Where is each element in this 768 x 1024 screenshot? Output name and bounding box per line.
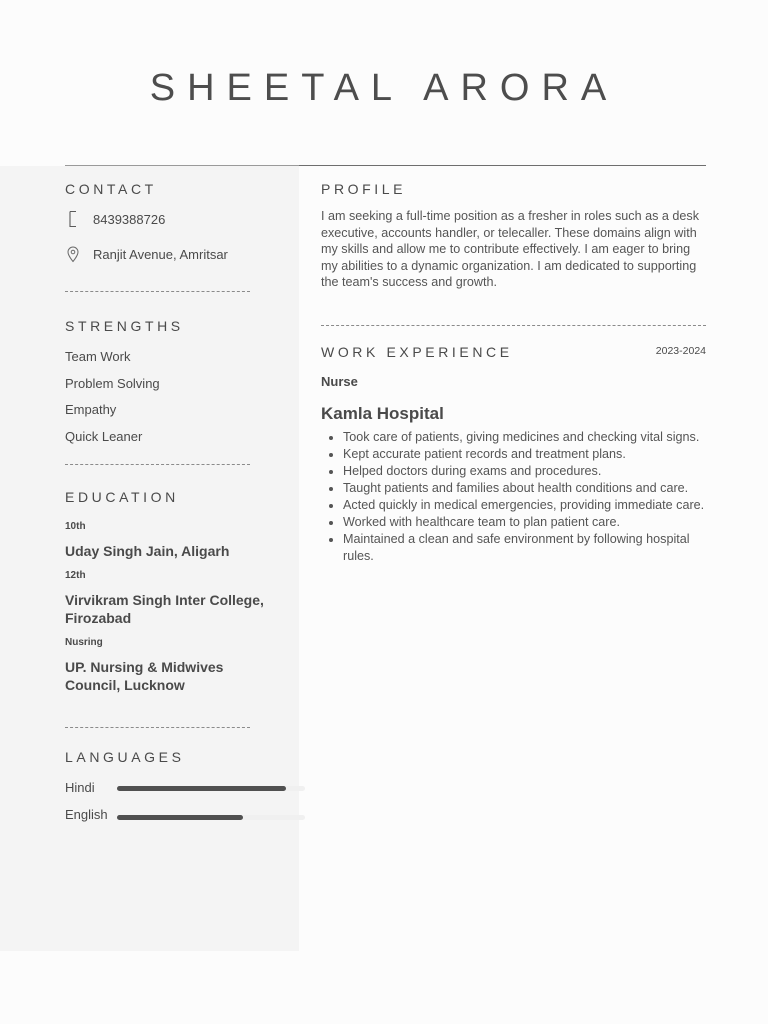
header-divider-left (65, 165, 299, 166)
language-name: Hindi (65, 780, 95, 795)
contact-address (65, 244, 228, 264)
profile-heading: PROFILE (321, 181, 407, 197)
contact-heading: CONTACT (65, 181, 157, 197)
language-name: English (65, 807, 108, 822)
duty-item: • Kept accurate patient records and treatment plans. (343, 446, 706, 463)
strengths-heading: STRENGTHS (65, 318, 184, 334)
duty-item: • Took care of patients, giving medicines and checking vital signs. (343, 429, 706, 446)
sidebar-divider (65, 464, 250, 465)
strength-item: Problem Solving (65, 376, 160, 391)
language-level-fill (117, 815, 243, 820)
language-level-bar (117, 815, 305, 820)
duty-item: • Taught patients and families about health conditions and care. (343, 480, 706, 497)
work-experience-heading: WORK EXPERIENCE (321, 344, 513, 360)
duty-item: • Acted quickly in medical emergencies, providing immediate care. (343, 497, 706, 514)
strength-item: Team Work (65, 349, 131, 364)
contact-phone (65, 209, 165, 229)
job-title: Nurse (321, 374, 358, 389)
sidebar-divider (65, 727, 250, 728)
duty-item: • Maintained a clean and safe environment by following hospital rules. (343, 531, 706, 565)
phone-icon (65, 209, 81, 229)
education-level: 12th (65, 570, 86, 581)
address-text: Ranjit Avenue, Amritsar (93, 246, 228, 262)
phone-number: 8439388726 (93, 211, 166, 227)
education-school: UP. Nursing & Midwives Council, Lucknow (65, 659, 224, 693)
education-level: Nusring (65, 637, 103, 648)
employment-dates: 2023-2024 (655, 345, 706, 357)
education-level: 10th (65, 521, 86, 532)
location-pin-icon (65, 244, 81, 264)
duties-list (321, 429, 706, 565)
language-row (65, 807, 305, 823)
strength-item: Empathy (65, 402, 117, 417)
main-divider (321, 325, 706, 326)
duty-item: • Helped doctors during exams and procedures. (343, 463, 706, 480)
header-divider-right (299, 165, 706, 166)
employer-name: Kamla Hospital (321, 404, 444, 423)
language-level-bar (117, 786, 305, 791)
language-level-fill (117, 786, 286, 791)
strength-item: Quick Leaner (65, 429, 143, 444)
languages-heading: LANGUAGES (65, 749, 185, 765)
candidate-name: SHEETAL ARORA (149, 67, 619, 109)
education-heading: EDUCATION (65, 489, 179, 505)
education-school: Uday Singh Jain, Aligarh (65, 543, 230, 559)
education-school: Virvikram Singh Inter College, Firozabad (65, 592, 264, 626)
sidebar-divider (65, 291, 250, 292)
profile-summary: I am seeking a full-time position as a fresher in roles such as a desk executive, accounts handler, or telecaller. These domains align with my skills and allow me to contribute effectively. I am eager to bring my abilities to a dynamic organization. I am dedicated to supporting the team's success and growth. (321, 209, 699, 290)
language-row (65, 780, 305, 796)
duty-item: • Worked with healthcare team to plan patient care. (343, 514, 706, 531)
